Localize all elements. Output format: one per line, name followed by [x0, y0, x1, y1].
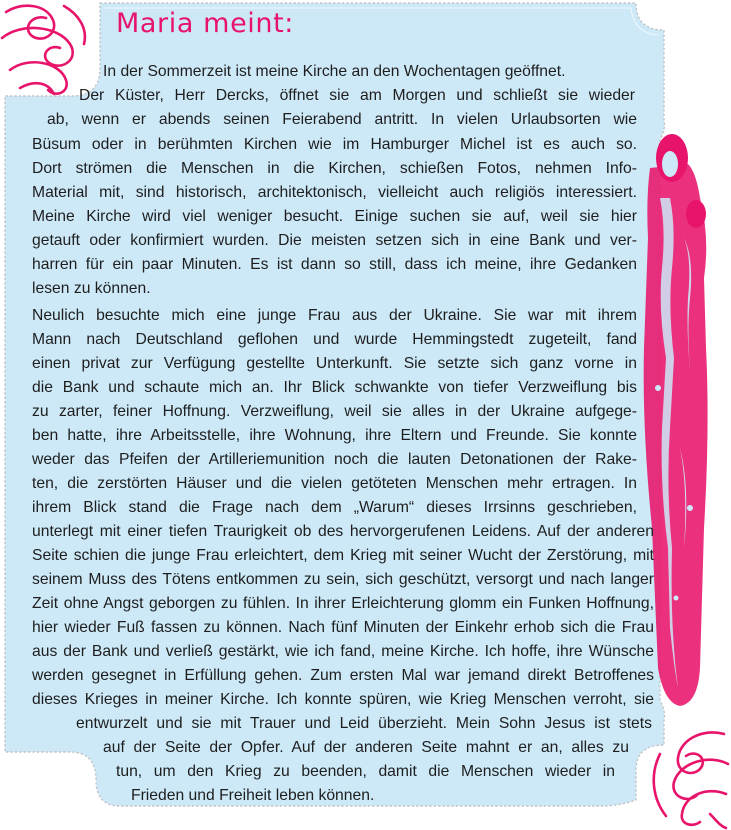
text-line: Büsum oder in berühmten Kirchen wie im Hamburger Michel ist es auch so. [32, 136, 637, 153]
pink-swirl-icon [0, 0, 105, 100]
text-line: zu zarter, feiner Hoffnung. Verzweiflung, weil sie alles in der Ukraine aufgege- [32, 402, 637, 420]
text-line: Meine Kirche wird viel weniger besucht. Einige suchen sie auf, weil sie hier [32, 208, 637, 225]
text-line: seinem Muss des Tötens entkommen zu sein, sich geschützt, versorgt und nach langer [32, 571, 654, 588]
text-line: ben hatte, ihre Arbeitsstelle, ihre Wohnung, ihre Eltern und Freunde. Sie konnte [32, 426, 637, 444]
text-line: einen privat zur Verfügung gestellte Unterkunft. Sie setzte sich ganz vorne in [32, 354, 637, 372]
text-line: Mann nach Deutschland geflohen und wurde Hemmingstedt zugeteilt, fand [32, 330, 637, 348]
pink-swirl-icon [640, 724, 731, 830]
text-line: tun, um den Krieg zu beenden, damit die Menschen wieder in [116, 763, 615, 780]
text-line: aus der Bank und verließ gestärkt, wie ich fand, meine Kirche. Ich hoffe, ihre Wünsche [32, 643, 654, 660]
text-line: lesen zu können. [32, 280, 151, 297]
page-title: Maria meint: [116, 8, 294, 39]
text-line: Seite schien die junge Frau erleichtert, dem Krieg mit seiner Wucht der Zerstörung, mit [32, 546, 654, 564]
text-line: Neulich besuchte mich eine junge Frau aus der Ukraine. Sie war mit ihrem [32, 306, 637, 324]
text-line: ihrem Blick stand die Frage nach dem „Warum“ dieses Irrsinns geschrieben, [32, 498, 637, 516]
text-line: getauft oder konfirmiert wurden. Die meisten setzen sich in eine Bank und ver- [32, 232, 637, 249]
text-line: ab, wenn er abends seinen Feierabend antritt. In vielen Urlaubsorten wie [47, 111, 637, 128]
text-line: Der Küster, Herr Dercks, öffnet sie am Morgen und schließt sie wieder [79, 87, 635, 104]
text-line: unterlegt mit einer tiefen Traurigkeit ob des hervorgerufenen Leidens. Auf der anderen [32, 522, 654, 540]
text-line: In der Sommerzeit ist meine Kirche an den Wochentagen geöffnet. [103, 63, 566, 80]
text-line: harren für ein paar Minuten. Es ist dann so still, dass ich meine, ihre Gedanken [32, 256, 637, 273]
text-line: Material mit, sind historisch, architektonisch, vielleicht auch religiös interessiert. [32, 184, 637, 201]
text-line: die Bank und schaute mich an. Ihr Blick schwankte von tiefer Verzweiflung bis [32, 378, 637, 396]
text-line: hier wieder Fuß fassen zu können. Nach fünf Minuten der Einkehr erhob sich die Frau [32, 619, 654, 636]
text-line: werden gesegnet in Erfüllung gehen. Zum ersten Mal war jemand direkt Betroffenes [32, 667, 654, 684]
text-line: dieses Krieges in meiner Kirche. Ich konnte spüren, wie Krieg Menschen verroht, sie [32, 691, 654, 708]
text-line: entwurzelt und sie mit Trauer und Leid überzieht. Mein Sohn Jesus ist stets [76, 715, 652, 732]
text-line: Dort strömen die Menschen in die Kirchen, schießen Fotos, nehmen Info- [32, 160, 637, 177]
text-line: weder das Pfeifen der Artilleriemunition noch die lauten Detonationen der Rake- [32, 450, 637, 468]
text-line: Frieden und Freiheit leben können. [131, 787, 375, 804]
text-line: ten, die zerstörten Häuser und die vielen getöteten Menschen mehr ertragen. In [32, 474, 637, 492]
text-line: auf der Seite der Opfer. Auf der anderen Seite mahnt er an, alles zu [103, 739, 629, 756]
text-line: Zeit ohne Angst geborgen zu fühlen. In ihrer Erleichterung glomm ein Funken Hoffnung, [32, 595, 654, 612]
